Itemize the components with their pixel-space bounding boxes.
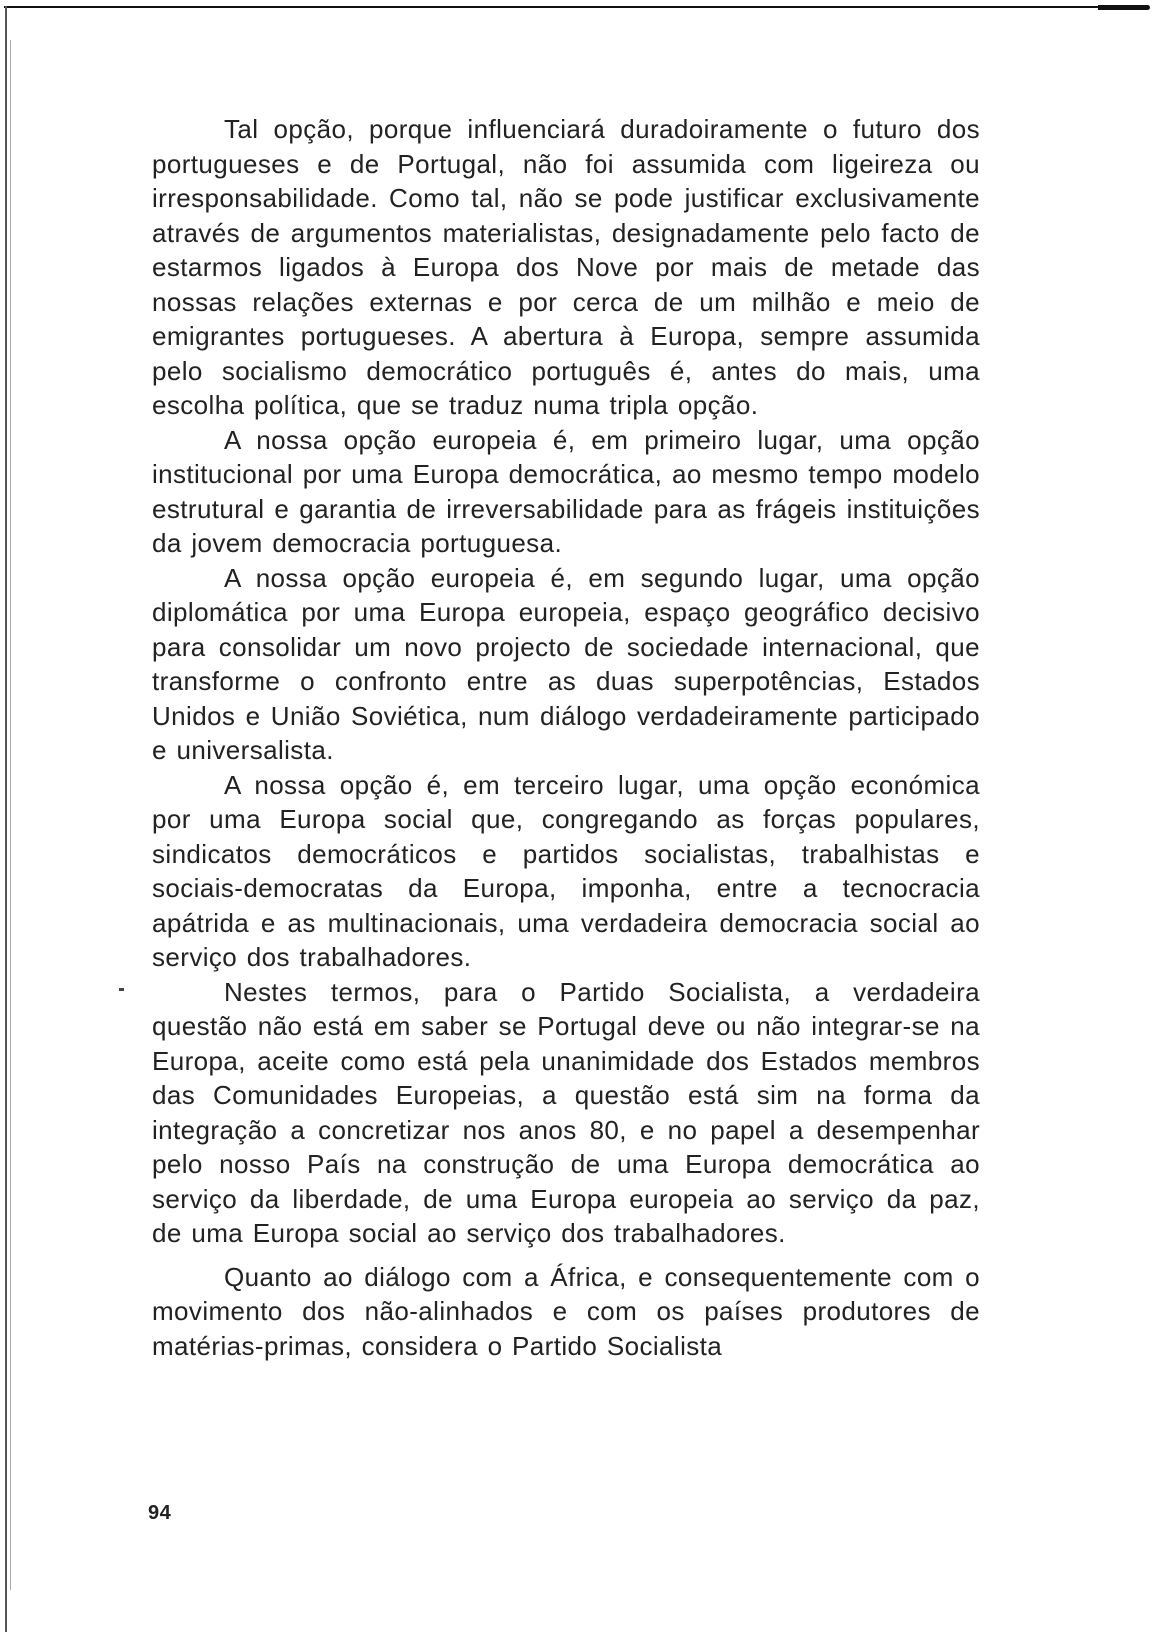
paragraph-opcao-institucional: A nossa opção europeia é, em primeiro lugar, uma opção institucional por uma Europa democrática, ao mesmo tempo modelo estrutural e garantia de irreversabilidade para as frágeis instituições da jovem democracia portuguesa. — [152, 424, 980, 558]
page-number: 94 — [148, 1502, 172, 1524]
scan-top-rule-end — [1098, 5, 1150, 10]
scan-speck — [119, 988, 124, 991]
paragraph-opcao-diplomatica: A nossa opção europeia é, em segundo lugar, uma opção diplomática por uma Europa europeia, espaço geográfico decisivo para consolidar um novo projecto de sociedade internacional, que transforme o confronto entre as duas superpotências, Estados Unidos e União Soviética, num diálogo verdadeiramente participado e universalista. — [152, 562, 980, 765]
paragraph-opcao-economica: A nossa opção é, em terceiro lugar, uma opção económica por uma Europa social que, congregando as forças populares, sindicatos democráticos e partidos socialistas, trabalhistas e sociais-democratas da Europa, imponha, entre a tecnocracia apátrida e as multinacionais, uma verdadeira democracia social ao serviço dos trabalhadores. — [152, 769, 980, 972]
paragraph-tal-opcao: Tal opção, porque influenciará duradoiramente o futuro dos portugueses e de Portugal, não foi assumida com ligeireza ou irresponsabilidade. Como tal, não se pode justificar exclusivamente através de argumentos materialistas, designadamente pelo facto de estarmos ligados à Europa dos Nove por mais de metade das nossas relações externas e por cerca de um milhão e meio de emigrantes portugueses. A abertura à Europa, sempre assumida pelo socialismo democrático português é, antes do mais, uma escolha política, que se traduz numa tripla opção. — [152, 114, 980, 420]
scan-binding-edge — [5, 6, 7, 1632]
paragraph-nestes-termos: Nestes termos, para o Partido Socialista, a verdadeira questão não está em saber se Portugal deve ou não integrar-se na Europa, aceite como está pela unanimidade dos Estados membros das Comunidades Europeias, a questão está sim na forma da integração a concretizar nos anos 80, e no papel a desempenhar pelo nosso País na construção de uma Europa democrática ao serviço da liberdade, de uma Europa europeia ao serviço da paz, de uma Europa social ao serviço dos trabalhadores. — [152, 976, 980, 1248]
page-body — [152, 112, 980, 1363]
scan-top-rule — [4, 6, 1099, 8]
scan-binding-shadow — [10, 40, 11, 1590]
paragraph-dialogo-africa: Quanto ao diálogo com a África, e consequentemente com o movimento dos não-alinhados e com os países produtores de matérias-primas, considera o Partido Socialista — [152, 1261, 980, 1361]
